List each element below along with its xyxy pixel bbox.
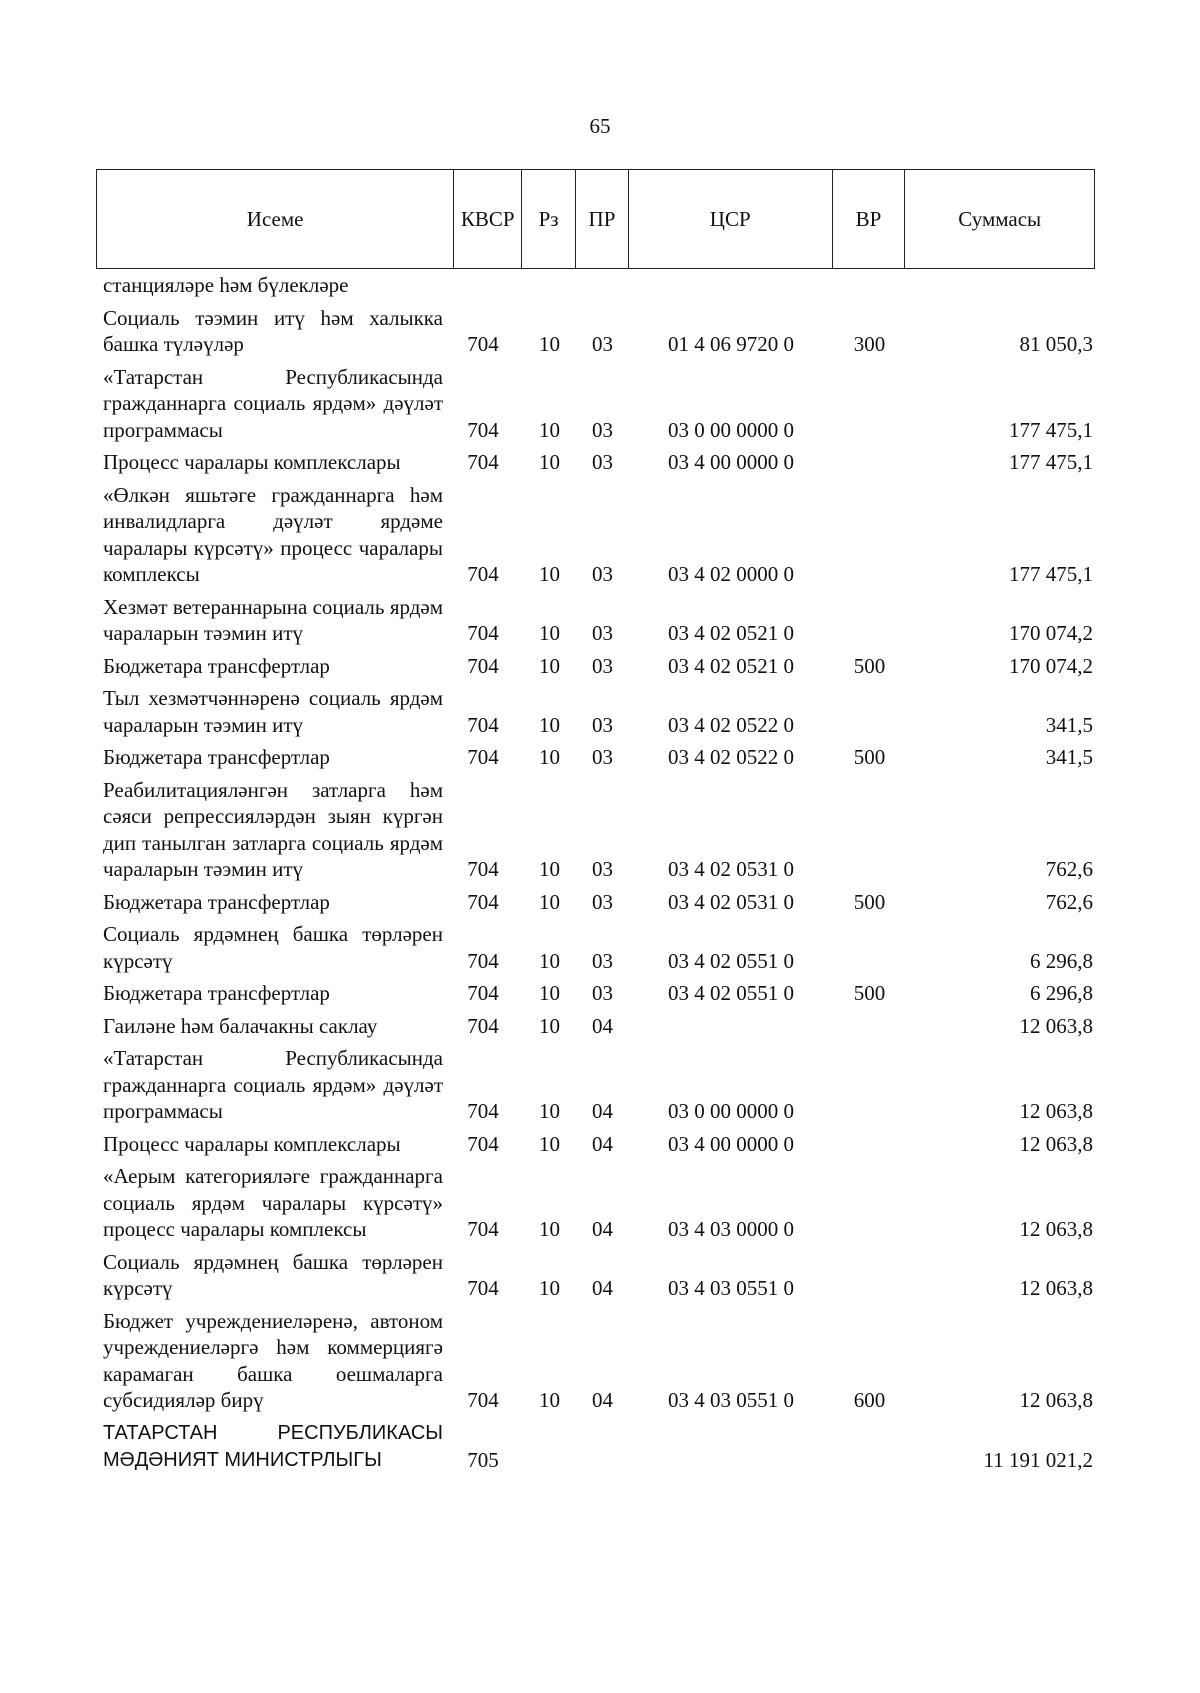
row-sum: 341,5: [1045, 745, 1093, 769]
row-pr: 03: [592, 857, 613, 881]
table-row: [103, 482, 1093, 588]
row-name: «Татарстан Республикасында гражданнарга социаль ярдәм» дәүләт программасы: [103, 1046, 443, 1123]
row-csr: 03 4 02 0000 0: [668, 562, 794, 586]
row-rz: 10: [539, 889, 560, 914]
table-row: [103, 921, 1093, 974]
row-rz: 10: [539, 745, 560, 769]
row-rz: 10: [539, 1013, 560, 1038]
row-sum: 762,6: [1045, 857, 1093, 881]
column-header-rz: Рз: [522, 170, 576, 268]
table-row: [103, 1163, 1093, 1243]
row-rz: 10: [539, 712, 560, 737]
row-csr: 01 4 06 9720 0: [668, 332, 794, 356]
table-row: [103, 653, 1093, 680]
row-rz: 10: [539, 450, 560, 474]
row-kvsr: 704: [467, 857, 499, 881]
table-row: [103, 272, 1093, 299]
row-kvsr: 704: [467, 1131, 499, 1156]
row-name: Реабилитацияләнгән затларга һәм сәяси репрессияләрдән зыян күргән дип танылган затларга социаль ярдәм чараларын тәэмин итү: [103, 777, 443, 881]
row-csr: 03 4 02 0531 0: [668, 857, 794, 881]
row-pr: 04: [592, 1217, 613, 1241]
row-kvsr: 704: [467, 1013, 499, 1038]
row-pr: 04: [592, 1099, 613, 1123]
table-row: [103, 1045, 1093, 1125]
row-pr: 03: [592, 981, 613, 1005]
row-sum: 762,6: [1045, 889, 1093, 914]
column-header-sum: Суммасы: [958, 206, 1042, 231]
row-kvsr: 704: [467, 653, 499, 678]
row-pr: 03: [592, 653, 613, 678]
row-sum: 6 296,8: [1030, 981, 1093, 1005]
row-vr: 600: [853, 1388, 886, 1412]
row-csr: 03 0 00 0000 0: [668, 417, 794, 442]
table-row: [103, 1249, 1093, 1302]
row-kvsr: 704: [467, 1388, 499, 1412]
row-name: Бюджетара трансфертлар: [103, 889, 330, 914]
row-vr: 500: [853, 981, 886, 1005]
row-name: «Татарстан Республикасында гражданнарга социаль ярдәм» дәүләт программасы: [103, 364, 443, 442]
table-row: [103, 305, 1093, 358]
table-row: [103, 1308, 1093, 1414]
row-csr: 03 4 03 0551 0: [668, 1388, 794, 1412]
row-name: Социаль тәэмин итү һәм халыкка башка түләүләр: [103, 305, 443, 356]
table-row: [103, 1420, 1093, 1474]
row-name: Процесс чаралары комплекслары: [103, 450, 401, 474]
row-csr: 03 4 00 0000 0: [668, 1131, 794, 1156]
row-rz: 10: [539, 981, 560, 1005]
row-pr: 03: [592, 332, 613, 356]
row-rz: 10: [539, 562, 560, 586]
row-sum: 177 475,1: [1009, 450, 1093, 474]
row-sum: 170 074,2: [1009, 653, 1093, 678]
row-sum: 81 050,3: [1019, 332, 1093, 356]
row-pr: 04: [592, 1388, 613, 1412]
row-pr: 03: [592, 621, 613, 645]
row-rz: 10: [539, 653, 560, 678]
row-pr: 04: [592, 1013, 613, 1038]
row-name: Процесс чаралары комплекслары: [103, 1131, 401, 1156]
page-number: 65: [589, 114, 611, 138]
budget-table-body: [103, 272, 1093, 1480]
row-rz: 10: [539, 621, 560, 645]
table-row: [103, 980, 1093, 1007]
row-sum: 11 191 021,2: [983, 1448, 1093, 1472]
table-row: [103, 1013, 1093, 1040]
row-name: Социаль ярдәмнең башка төрләрен күрсәтү: [103, 1249, 443, 1300]
column-header-kvsr: КВСР: [454, 170, 522, 268]
column-header-vr: ВР: [833, 170, 906, 268]
table-row: [103, 777, 1093, 883]
row-vr: 300: [853, 332, 886, 356]
row-kvsr: 704: [467, 1217, 499, 1241]
row-kvsr: 704: [467, 450, 499, 474]
row-sum: 12 063,8: [1019, 1131, 1093, 1156]
row-rz: 10: [539, 948, 560, 973]
row-pr: 03: [592, 948, 613, 973]
row-name: Бюджетара трансфертлар: [103, 981, 330, 1005]
row-name: Гаиләне һәм балачакны саклау: [103, 1013, 378, 1038]
row-vr: 500: [853, 889, 886, 914]
row-pr: 03: [592, 450, 613, 474]
row-kvsr: 704: [467, 745, 499, 769]
row-vr: 500: [853, 653, 886, 678]
row-kvsr: 704: [467, 889, 499, 914]
row-name: Тыл хезмәтчәннәренә социаль ярдәм чараларын тәэмин итү: [103, 686, 443, 737]
row-sum: 6 296,8: [1030, 948, 1093, 973]
row-sum: 12 063,8: [1019, 1099, 1093, 1123]
row-rz: 10: [539, 332, 560, 356]
row-kvsr: 704: [467, 562, 499, 586]
table-header: [96, 169, 1095, 269]
row-name: Социаль ярдәмнең башка төрләрен күрсәтү: [103, 922, 443, 973]
row-csr: 03 4 03 0000 0: [668, 1217, 794, 1241]
row-sum: 170 074,2: [1009, 621, 1093, 645]
row-csr: 03 4 02 0551 0: [668, 981, 794, 1005]
row-name: «Өлкән яшьтәге гражданнарга һәм инвалидларга дәүләт ярдәме чаралары күрсәтү» процесс чаралары комплексы: [103, 482, 443, 586]
column-header-name: Исеме: [97, 170, 454, 268]
row-pr: 03: [592, 417, 613, 442]
row-sum: 12 063,8: [1019, 1388, 1093, 1412]
row-csr: 03 0 00 0000 0: [668, 1099, 794, 1123]
table-row: [103, 449, 1093, 476]
table-row: [103, 685, 1093, 738]
row-kvsr: 704: [467, 417, 499, 442]
row-sum: 177 475,1: [1009, 417, 1093, 442]
table-row: [103, 744, 1093, 771]
row-name: станцияләре һәм бүлекләре: [103, 273, 349, 297]
row-kvsr: 704: [467, 712, 499, 737]
row-kvsr: 704: [467, 332, 499, 356]
row-sum: 12 063,8: [1019, 1013, 1093, 1038]
row-csr: 03 4 02 0521 0: [668, 653, 794, 678]
table-row: [103, 889, 1093, 916]
row-kvsr: 704: [467, 621, 499, 645]
table-row: [103, 364, 1093, 444]
table-row: [103, 594, 1093, 647]
row-name: Бюджет учреждениеләренә, автоном учреждениеләргә һәм коммерциягә карамаган башка оешмаларга субсидияләр бирү: [103, 1308, 443, 1412]
row-kvsr: 704: [467, 948, 499, 973]
row-rz: 10: [539, 1099, 560, 1123]
row-sum: 177 475,1: [1009, 562, 1093, 586]
row-name: ТАТАРСТАН РЕСПУБЛИКАСЫ МӘДӘНИЯТ МИНИСТРЛЫГЫ: [103, 1421, 443, 1471]
row-pr: 03: [592, 712, 613, 737]
column-header-pr: ПР: [576, 170, 629, 268]
row-sum: 341,5: [1045, 712, 1093, 737]
row-rz: 10: [539, 1276, 560, 1300]
row-kvsr: 705: [467, 1448, 499, 1472]
row-sum: 12 063,8: [1019, 1217, 1093, 1241]
row-pr: 04: [592, 1131, 613, 1156]
table-row: [103, 1131, 1093, 1158]
row-name: «Аерым категорияләге гражданнарга социаль ярдәм чаралары күрсәтү» процесс чаралары комплексы: [103, 1164, 443, 1241]
row-csr: 03 4 02 0521 0: [668, 621, 794, 645]
row-kvsr: 704: [467, 981, 499, 1005]
row-rz: 10: [539, 857, 560, 881]
row-rz: 10: [539, 417, 560, 442]
row-sum: 12 063,8: [1019, 1276, 1093, 1300]
row-pr: 04: [592, 1276, 613, 1300]
row-vr: 500: [853, 745, 886, 769]
row-name: Бюджетара трансфертлар: [103, 653, 330, 678]
row-pr: 03: [592, 562, 613, 586]
row-name: Бюджетара трансфертлар: [103, 745, 330, 769]
row-rz: 10: [539, 1388, 560, 1412]
row-csr: 03 4 02 0531 0: [668, 889, 794, 914]
column-header-csr: ЦСР: [629, 170, 833, 268]
row-rz: 10: [539, 1131, 560, 1156]
row-pr: 03: [592, 745, 613, 769]
row-rz: 10: [539, 1217, 560, 1241]
row-kvsr: 704: [467, 1099, 499, 1123]
row-name: Хезмәт ветераннарына социаль ярдәм чараларын тәэмин итү: [103, 594, 443, 645]
row-kvsr: 704: [467, 1276, 499, 1300]
row-csr: 03 4 02 0551 0: [668, 948, 794, 973]
row-csr: 03 4 02 0522 0: [668, 712, 794, 737]
row-pr: 03: [592, 889, 613, 914]
row-csr: 03 4 02 0522 0: [668, 745, 794, 769]
row-csr: 03 4 03 0551 0: [668, 1276, 794, 1300]
row-csr: 03 4 00 0000 0: [668, 450, 794, 474]
